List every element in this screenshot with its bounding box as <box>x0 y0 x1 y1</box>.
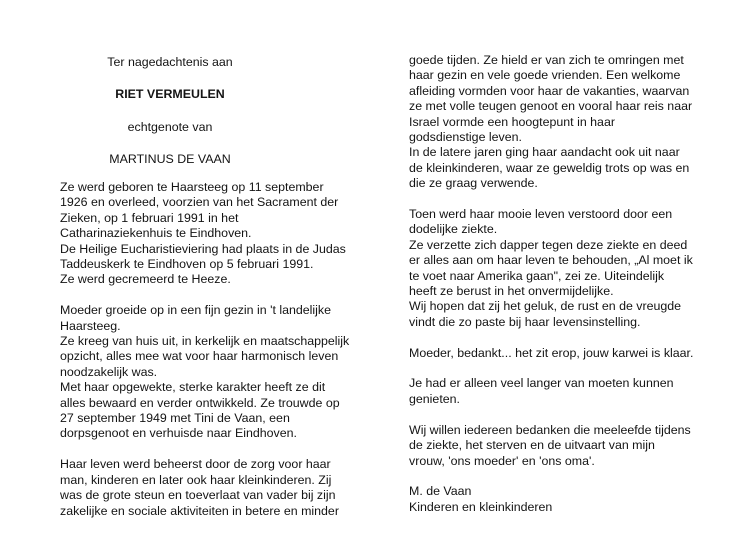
paragraph: Ze verzette zich dapper tegen deze ziekte en deed er alles aan om haar leven te behouden, „Al moet ik te voet naar Amerika gaan", zei ze. Uiteindelijk heeft ze berust in het onvermijdelijke. <box>409 237 693 299</box>
right-column <box>409 53 694 515</box>
paragraph-gap <box>409 330 694 345</box>
paragraph: Ze kreeg van huis uit, in kerkelijk en maatschappelijk opzicht, alles mee wat voor haar harmonisch leven noodzakelijk was. <box>60 334 350 379</box>
paragraph: Je had er alleen veel langer van moeten kunnen genieten. <box>409 376 674 406</box>
paragraph: Wij willen iedereen bedanken die meeleefde tijdens de ziekte, het sterven en de uitvaart van mijn vrouw, 'ons moeder' en 'ons oma'. <box>409 422 691 468</box>
paragraph-gap <box>409 469 694 484</box>
header-relation: echtgenote van <box>127 119 213 134</box>
paragraph: De Heilige Eucharistieviering had plaats in de Judas Taddeuskerk te Eindhoven op 5 februari 1991. <box>60 241 346 272</box>
signature-family: Kinderen en kleinkinderen <box>409 499 553 514</box>
paragraph: Moeder groeide op in een fijn gezin in 't landelijke Haarsteeg. <box>60 303 332 333</box>
paragraph-gap <box>409 361 694 376</box>
left-body <box>60 180 350 519</box>
paragraph-gap <box>409 407 694 422</box>
paragraph: Ze werd gecremeerd te Heeze. <box>60 272 231 287</box>
paragraph: Moeder, bedankt... het zit erop, jouw karwei is klaar. <box>409 345 694 360</box>
paragraph: Wij hopen dat zij het geluk, de rust en de vreugde vindt die zo paste bij haar levensinstelling. <box>409 299 682 329</box>
deceased-name: RIET VERMEULEN <box>115 87 225 102</box>
paragraph-gap <box>60 442 350 457</box>
paragraph: Toen werd haar mooie leven verstoord door een dodelijke ziekte. <box>409 207 673 237</box>
paragraph-gap <box>409 192 694 207</box>
paragraph-gap <box>60 288 350 303</box>
paragraph: Ze werd geboren te Haarsteeg op 11 september 1926 en overleed, voorzien van het Sacrament der Zieken, op 1 februari 1991 in het Catharinaziekenhuis te Eindhoven. <box>60 180 339 241</box>
paragraph: In de latere jaren ging haar aandacht ook uit naar de kleinkinderen, waar ze geweldig trots op was en die ze graag verwende. <box>409 145 690 191</box>
paragraph: goede tijden. Ze hield er van zich te omringen met haar gezin en vele goede vrienden. Een welkome afleiding vormden voor haar de vakanties, waarvan ze met volle teugen genoot en vooral haar reis naar Israel vormde een hoogtepunt in haar godsdienstige leven. <box>409 53 693 145</box>
spouse-name: MARTINUS DE VAAN <box>109 152 231 167</box>
card-header <box>0 0 340 168</box>
header-dedication: Ter nagedachtenis aan <box>107 55 233 69</box>
left-column <box>0 0 368 518</box>
paragraph: Haar leven werd beheerst door de zorg voor haar man, kinderen en later ook haar kleinkinderen. Zij was de grote steun en toeverlaat van vader bij zijn zakelijke en sociale aktiviteiten in betere en minder <box>60 457 339 518</box>
paragraph: Met haar opgewekte, sterke karakter heeft ze dit alles bewaard en verder ontwikkeld. Ze trouwde op 27 september 1949 met Tini de Vaan, een dorpsgenoot en verhuisde naar Eindhoven. <box>60 380 340 441</box>
signature-name: M. de Vaan <box>409 484 472 499</box>
